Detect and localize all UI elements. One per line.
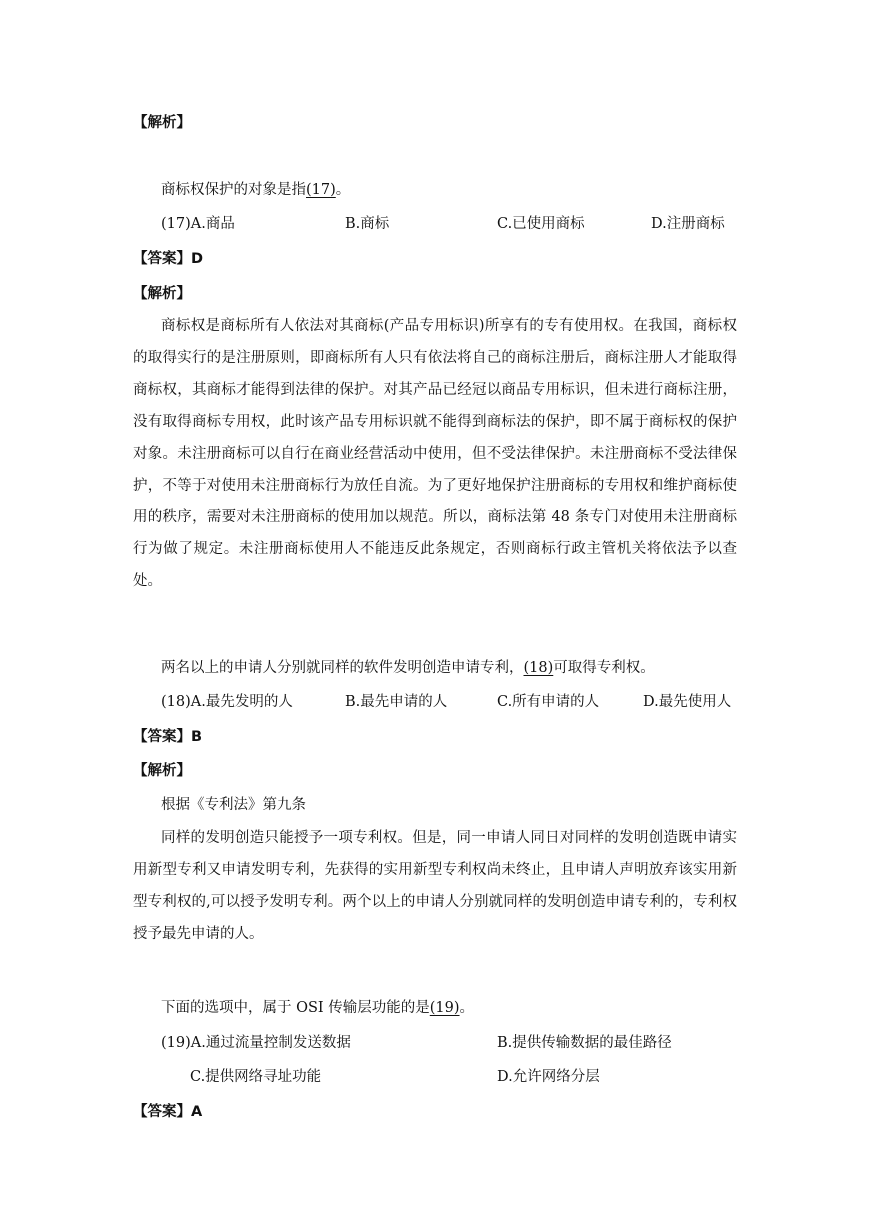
analysis-paragraph: 同样的发明创造只能授予一项专利权。但是，同一申请人同日对同样的发明创造既申请实用新型专利又申请发明专利，先获得的实用新型专利权尚未终止，且申请人声明放弃该实用新型专利权的,可以授予发明专利。两个以上的申请人分别就同样的发明创造申请专利的，专利权授予最先申请的人。 — [133, 830, 737, 942]
answer-blank: (19) — [429, 1000, 460, 1016]
option-d: D.最先使用人 — [643, 694, 732, 710]
question-17-stem — [161, 180, 350, 200]
question-stem-end: 。 — [459, 1000, 475, 1016]
question-stem-text: 商标权保护的对象是指 — [161, 182, 306, 198]
question-stem-end: 。 — [335, 182, 351, 198]
analysis-paragraph: 商标权是商标所有人依法对其商标(产品专用标识)所享有的专有使用权。在我国，商标权的取得实行的是注册原则，即商标所有人只有依法将自己的商标注册后，商标注册人才能取得商标权，其商标才能得到法律的保护。对其产品已经冠以商品专用标识，但未进行商标注册，没有取得商标专用权，此时该产品专用标识就不能得到商标法的保护，即不属于商标权的保护对象。未注册商标可以自行在商业经营活动中使用，但不受法律保护。未注册商标不受法律保护，不等于对使用未注册商标行为放任自流。为了更好地保护注册商标的专用权和维护商标使用的秩序，需要对未注册商标的使用加以规范。所以，商标法第 48 条专门对使用未注册商标行为做了规定。未注册商标使用人不能违反此条规定，否则商标行政主管机关将依法予以查处。 — [133, 318, 737, 590]
question-stem-text: 两名以上的申请人分别就同样的软件发明创造申请专利， — [161, 660, 524, 676]
option-d: D.允许网络分层 — [497, 1069, 600, 1085]
analysis-heading: 【解析】 — [133, 286, 191, 302]
analysis-heading: 【解析】 — [133, 115, 191, 131]
option-c: C.已使用商标 — [497, 216, 585, 232]
question-stem-text: 下面的选项中，属于 OSI 传输层功能的是 — [161, 1000, 430, 1016]
option-a: (18)A.最先发明的人 — [161, 694, 293, 710]
answer-heading: 【答案】A — [133, 1104, 203, 1120]
answer-blank: (17) — [306, 182, 336, 198]
question-18-stem — [161, 658, 655, 678]
question-19-stem — [161, 998, 474, 1018]
option-a: (17)A.商品 — [161, 216, 235, 232]
option-d: D.注册商标 — [651, 216, 725, 232]
option-a: (19)A.通过流量控制发送数据 — [161, 1035, 351, 1051]
analysis-law-reference: 根据《专利法》第九条 — [161, 797, 306, 813]
answer-blank: (18) — [523, 660, 554, 676]
analysis-heading: 【解析】 — [133, 763, 191, 779]
answer-heading: 【答案】D — [133, 251, 204, 267]
option-c: C.所有申请的人 — [497, 694, 600, 710]
option-c: C.提供网络寻址功能 — [190, 1069, 322, 1085]
option-b: B.商标 — [345, 216, 390, 232]
option-b: B.提供传输数据的最佳路径 — [497, 1035, 672, 1051]
question-stem-end: 可取得专利权。 — [553, 660, 655, 676]
answer-heading: 【答案】B — [133, 729, 203, 745]
option-b: B.最先申请的人 — [345, 694, 448, 710]
